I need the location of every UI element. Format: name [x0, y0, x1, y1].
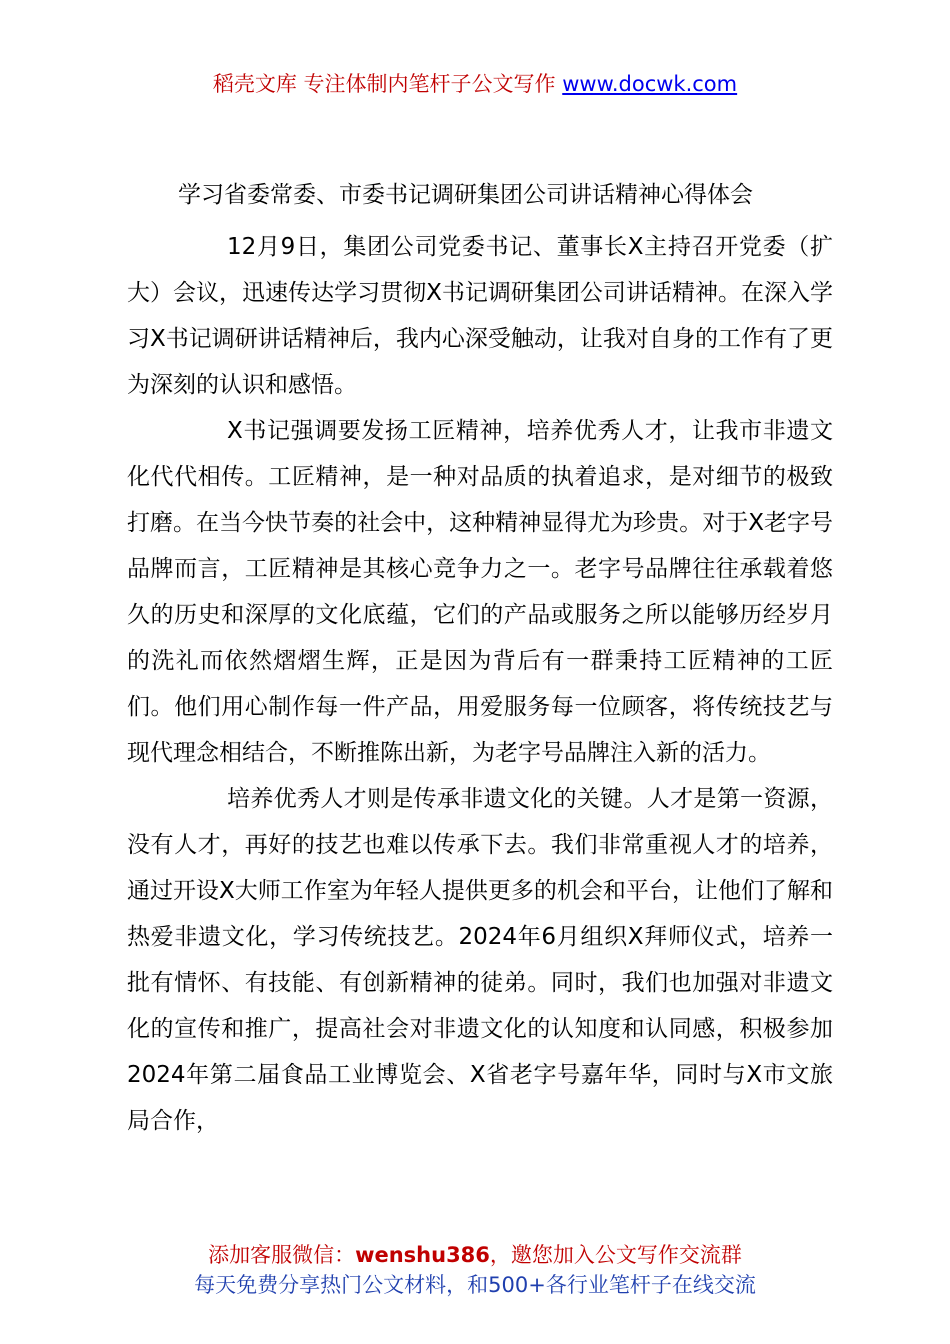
paragraph: 12月9日，集团公司党委书记、董事长X主持召开党委（扩大）会议，迅速传达学习贯彻X书记调研集团公司讲话精神。在深入学习X书记调研讲话精神后，我内心深受触动，让我对自身的工作有了更为深刻的认识和感悟。 [127, 234, 833, 398]
page-footer [0, 1240, 950, 1300]
paragraph: 培养优秀人才则是传承非遗文化的关键。人才是第一资源，没有人才，再好的技艺也难以传承下去。我们非常重视人才的培养，通过开设X大师工作室为年轻人提供更多的机会和平台，让他们了解和热爱非遗文化，学习传统技艺。2024年6月组织X拜师仪式，培养一批有情怀、有技能、有创新精神的徒弟。同时，我们也加强对非遗文化的宣传和推广，提高社会对非遗文化的认知度和认同感，积极参加2024年第二届食品工业博览会、X省老字号嘉年华，同时与X市文旅局合作， [127, 786, 833, 1134]
footer-promo-line: 每天免费分享热门公文材料，和500+各行业笔杆子在线交流 [194, 1273, 756, 1297]
footer-contact-suffix: ，邀您加入公文写作交流群 [489, 1243, 742, 1267]
paragraph: X书记强调要发扬工匠精神，培养优秀人才，让我市非遗文化代代相传。工匠精神，是一种对品质的执着追求，是对细节的极致打磨。在当今快节奏的社会中，这种精神显得尤为珍贵。对于X老字号品牌而言，工匠精神是其核心竞争力之一。老字号品牌往往承载着悠久的历史和深厚的文化底蕴，它们的产品或服务之所以能够历经岁月的洗礼而依然熠熠生辉，正是因为背后有一群秉持工匠精神的工匠们。他们用心制作每一件产品，用爱服务每一位顾客，将传统技艺与现代理念相结合，不断推陈出新，为老字号品牌注入新的活力。 [127, 418, 833, 766]
wechat-id: wenshu386 [355, 1243, 490, 1267]
site-link[interactable]: www.docwk.com [562, 72, 738, 96]
document-title: 学习省委常委、市委书记调研集团公司讲话精神心得体会 [178, 182, 753, 208]
footer-contact-line [0, 1240, 950, 1270]
document-body [127, 224, 833, 1144]
footer-contact-prefix: 添加客服微信： [208, 1243, 356, 1267]
page-header [0, 70, 950, 98]
brand-text: 稻壳文库 专注体制内笔杆子公文写作 [212, 72, 556, 96]
